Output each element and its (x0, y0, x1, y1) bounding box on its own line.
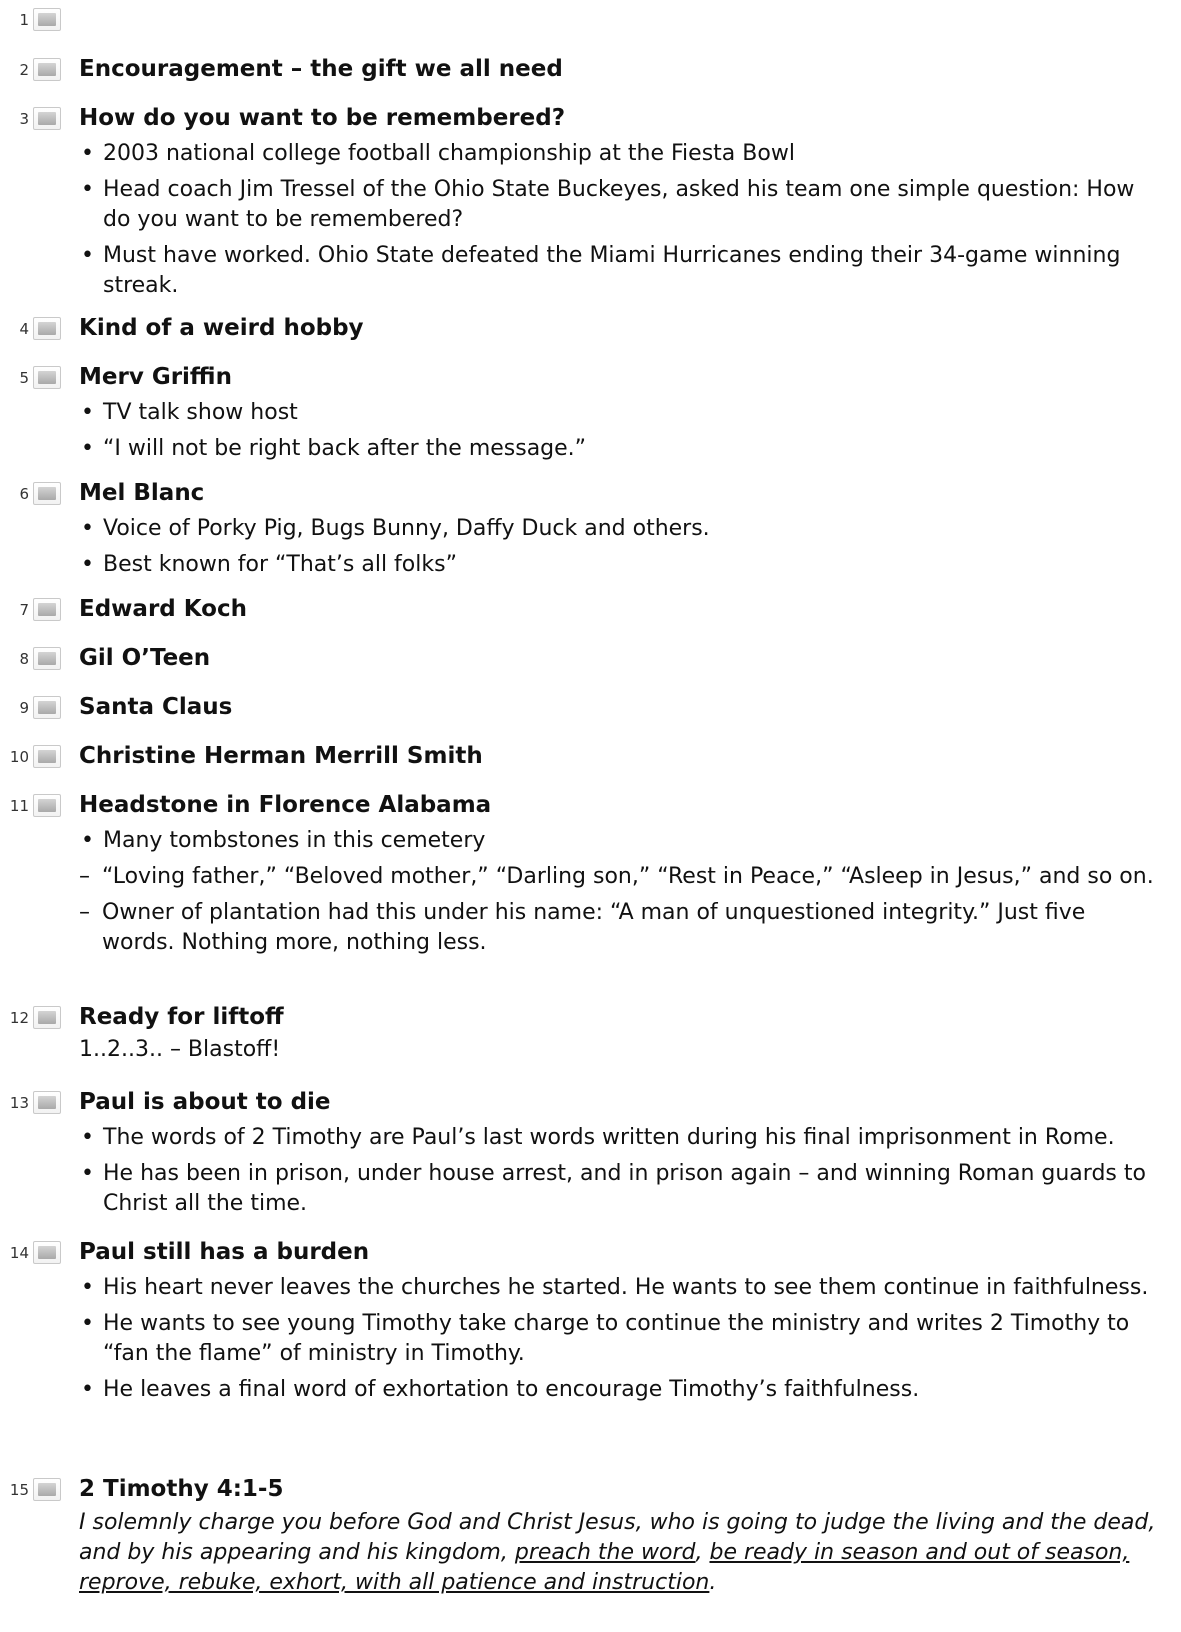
slide-thumbnail-icon[interactable] (33, 107, 61, 130)
slide-title: Kind of a weird hobby (79, 315, 364, 341)
slide-number: 13 (9, 1094, 29, 1112)
slide-body (79, 1123, 1159, 1225)
slide-body (79, 1273, 1159, 1411)
slide-thumbnail-icon[interactable] (33, 696, 61, 719)
slide-text: 1..2..3.. – Blastoff! (79, 1037, 281, 1062)
slide-number: 4 (19, 320, 29, 338)
slide-thumbnail-icon[interactable] (33, 647, 61, 670)
slide-body (79, 398, 1159, 470)
slide-title: Santa Claus (79, 694, 233, 720)
slide-body (79, 514, 1159, 586)
slide-body (79, 826, 1159, 964)
bullet-item: • He wants to see young Timothy take charge to continue the ministry and writes 2 Timothy to “fan the flame” of ministry in Timothy. (79, 1309, 1159, 1369)
bullet-item: • Must have worked. Ohio State defeated the Miami Hurricanes ending their 34-game winning streak. (79, 241, 1159, 301)
slide-number: 3 (19, 110, 29, 128)
scripture-underlined: preach the word (514, 1540, 696, 1565)
bullet-item: • Best known for “That’s all folks” (79, 550, 1159, 580)
slide-title: Edward Koch (79, 596, 247, 622)
slide-number: 2 (19, 61, 29, 79)
slide-title: Headstone in Florence Alabama (79, 792, 492, 818)
bullet-item: • He leaves a final word of exhortation to encourage Timothy’s faithfulness. (79, 1375, 1159, 1405)
slide-number: 6 (19, 485, 29, 503)
bullet-item: • “I will not be right back after the message.” (79, 434, 1159, 464)
slide-thumbnail-icon[interactable] (33, 1241, 61, 1264)
slide-thumbnail-icon[interactable] (33, 58, 61, 81)
slide-thumbnail-icon[interactable] (33, 482, 61, 505)
bullet-item: • Voice of Porky Pig, Bugs Bunny, Daffy Duck and others. (79, 514, 1159, 544)
dash-marker: – (79, 900, 90, 925)
slide-number: 11 (9, 797, 29, 815)
slide-number: 7 (19, 601, 29, 619)
bullet-item: • He has been in prison, under house arrest, and in prison again – and winning Roman guards to Christ all the time. (79, 1159, 1159, 1219)
slide-body (79, 139, 1159, 307)
slide-thumbnail-icon[interactable] (33, 745, 61, 768)
slide-title: Paul still has a burden (79, 1239, 370, 1265)
sub-bullet-item (79, 862, 1159, 892)
slide-thumbnail-icon[interactable] (33, 366, 61, 389)
scripture-part: . (709, 1570, 717, 1595)
slide-number: 10 (9, 748, 29, 766)
scripture-text (79, 1508, 1159, 1598)
slide-body (79, 1035, 1159, 1065)
bullet-item: • Head coach Jim Tressel of the Ohio State Buckeyes, asked his team one simple question: How do you want to be remembered? (79, 175, 1159, 235)
slide-thumbnail-icon[interactable] (33, 598, 61, 621)
bullet-item: • 2003 national college football championship at the Fiesta Bowl (79, 139, 1159, 169)
slide-thumbnail-icon[interactable] (33, 794, 61, 817)
dash-marker: – (79, 864, 90, 889)
slide-thumbnail-icon[interactable] (33, 1006, 61, 1029)
slide-title: Paul is about to die (79, 1089, 331, 1115)
bullet-item: • TV talk show host (79, 398, 1159, 428)
slide-number: 14 (9, 1244, 29, 1262)
slide-number: 12 (9, 1009, 29, 1027)
slide-thumbnail-icon[interactable] (33, 1091, 61, 1114)
bullet-item: • His heart never leaves the churches he started. He wants to see them continue in faithfulness. (79, 1273, 1159, 1303)
slide-thumbnail-icon[interactable] (33, 8, 61, 31)
slide-title: 2 Timothy 4:1-5 (79, 1476, 284, 1502)
bullet-item: • Many tombstones in this cemetery (79, 826, 1159, 856)
slide-title: Ready for liftoff (79, 1004, 284, 1030)
slide-number: 15 (9, 1481, 29, 1499)
slide-title: Christine Herman Merrill Smith (79, 743, 483, 769)
scripture-part: , (695, 1540, 710, 1565)
slide-number: 9 (19, 699, 29, 717)
slide-title: Merv Griffin (79, 364, 232, 390)
slide-title: How do you want to be remembered? (79, 105, 566, 131)
slide-number: 5 (19, 369, 29, 387)
sub-bullet-text: “Loving father,” “Beloved mother,” “Darling son,” “Rest in Peace,” “Asleep in Jesus,” and so on. (102, 864, 1154, 889)
slide-title: Mel Blanc (79, 480, 205, 506)
scripture-part: I solemnly charge you before God and Christ Jesus, who is going to judge the living and the dead, and by his appearing and his kingdom, (79, 1510, 1156, 1565)
slide-title: Gil O’Teen (79, 645, 211, 671)
sub-bullet-item (79, 898, 1159, 958)
slide-number: 8 (19, 650, 29, 668)
scripture-underlined: be ready in season and out of season, reprove, rebuke, exhort, with all patience and instruction (79, 1540, 1130, 1595)
slide-thumbnail-icon[interactable] (33, 317, 61, 340)
slide-number: 1 (19, 11, 29, 29)
slide-title: Encouragement – the gift we all need (79, 56, 563, 82)
sub-bullet-text: Owner of plantation had this under his name: “A man of unquestioned integrity.” Just five words. Nothing more, nothing less. (102, 900, 1086, 955)
bullet-item: • The words of 2 Timothy are Paul’s last words written during his final imprisonment in Rome. (79, 1123, 1159, 1153)
slide-thumbnail-icon[interactable] (33, 1478, 61, 1501)
